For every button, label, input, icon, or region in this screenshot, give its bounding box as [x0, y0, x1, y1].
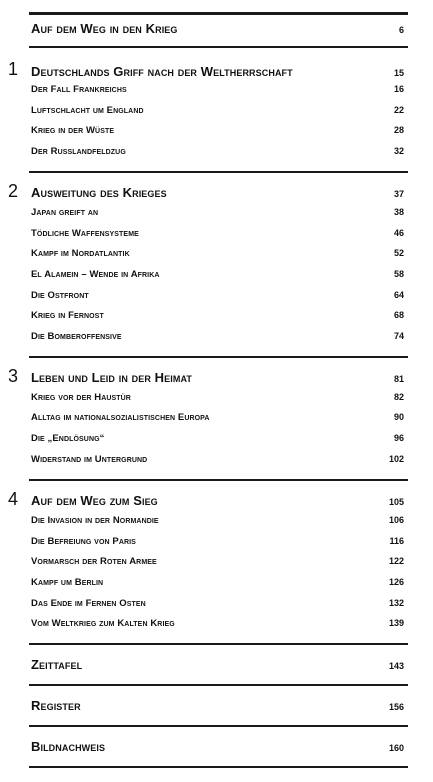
toc-title: Auf dem Weg in den Krieg — [31, 21, 178, 36]
toc-page: 6 — [398, 25, 404, 35]
chapter-heading[interactable] — [31, 493, 404, 511]
toc-title: Register — [31, 698, 81, 713]
toc-page: 160 — [388, 743, 404, 753]
toc-entry[interactable] — [31, 125, 404, 143]
toc-appendix-item[interactable] — [31, 698, 404, 716]
rule-5 — [29, 643, 408, 645]
entry-page: 28 — [393, 125, 404, 135]
toc-entry[interactable] — [31, 392, 404, 410]
toc-appendix-item[interactable] — [31, 657, 404, 675]
toc-entry[interactable] — [31, 412, 404, 430]
entry-page: 64 — [393, 290, 404, 300]
toc-entry[interactable] — [31, 84, 404, 102]
entry-page: 46 — [393, 228, 404, 238]
entry-title: Alltag im nationalsozialistischen Europa — [31, 412, 210, 423]
toc-page: 156 — [388, 702, 404, 712]
chapter-title: Leben und Leid in der Heimat — [31, 370, 192, 385]
chapter-heading[interactable] — [31, 64, 404, 82]
entry-page: 68 — [393, 310, 404, 320]
entry-page: 132 — [388, 598, 404, 608]
rule-top — [29, 12, 408, 15]
entry-page: 139 — [388, 618, 404, 628]
entry-page: 126 — [388, 577, 404, 587]
entry-title: Die Invasion in der Normandie — [31, 515, 159, 526]
toc-title: Bildnachweis — [31, 739, 106, 754]
entry-title: Vom Weltkrieg zum Kalten Krieg — [31, 618, 175, 629]
rule-1 — [29, 46, 408, 48]
entry-title: Die „Endlösung“ — [31, 433, 105, 444]
chapter-number: 4 — [8, 489, 19, 509]
chapter-page: 105 — [388, 497, 404, 507]
entry-page: 96 — [393, 433, 404, 443]
entry-page: 90 — [393, 412, 404, 422]
entry-page: 116 — [389, 536, 404, 546]
entry-page: 58 — [393, 269, 404, 279]
toc-entry[interactable] — [31, 433, 404, 451]
rule-3 — [29, 356, 408, 358]
toc-entry[interactable] — [31, 556, 404, 574]
chapter-heading[interactable] — [31, 370, 404, 388]
entry-page: 52 — [393, 248, 404, 258]
toc-entry[interactable] — [31, 207, 404, 225]
rule-4 — [29, 479, 408, 481]
entry-title: Das Ende im Fernen Osten — [31, 598, 146, 609]
rule-8 — [29, 766, 408, 768]
toc-entry[interactable] — [31, 618, 404, 636]
entry-title: Kampf um Berlin — [31, 577, 104, 588]
toc-entry[interactable] — [31, 248, 404, 266]
chapter-title: Ausweitung des Krieges — [31, 185, 167, 200]
chapter-page: 81 — [393, 374, 404, 384]
toc-entry[interactable] — [31, 310, 404, 328]
toc-entry[interactable] — [31, 454, 404, 472]
entry-page: 38 — [393, 207, 404, 217]
toc-entry[interactable] — [31, 536, 404, 554]
entry-title: Tödliche Waffensysteme — [31, 228, 139, 239]
toc-entry[interactable] — [31, 105, 404, 123]
entry-title: Luftschlacht um England — [31, 105, 144, 116]
entry-title: El Alamein – Wende in Afrika — [31, 269, 160, 280]
chapter-page: 37 — [393, 189, 404, 199]
toc-entry[interactable] — [31, 146, 404, 164]
entry-title: Japan greift an — [31, 207, 99, 218]
entry-page: 22 — [393, 105, 404, 115]
toc-page: 143 — [388, 661, 404, 671]
entry-page: 106 — [388, 515, 404, 525]
entry-title: Widerstand im Untergrund — [31, 454, 148, 465]
entry-page: 16 — [393, 84, 404, 94]
entry-page: 122 — [388, 556, 404, 566]
entry-page: 102 — [388, 454, 404, 464]
rule-6 — [29, 684, 408, 686]
toc-intro[interactable] — [31, 21, 404, 39]
rule-2 — [29, 171, 408, 173]
rule-7 — [29, 725, 408, 727]
chapter-heading[interactable] — [31, 185, 404, 203]
entry-title: Die Bomberoffensive — [31, 331, 122, 342]
toc-title: Zeittafel — [31, 657, 83, 672]
toc-entry[interactable] — [31, 577, 404, 595]
entry-title: Kampf im Nordatlantik — [31, 248, 130, 259]
chapter-number: 2 — [8, 181, 19, 201]
toc-entry[interactable] — [31, 290, 404, 308]
chapter-number: 1 — [8, 59, 19, 79]
chapter-title: Auf dem Weg zum Sieg — [31, 493, 158, 508]
entry-page: 82 — [393, 392, 404, 402]
entry-title: Vormarsch der Roten Armee — [31, 556, 157, 567]
entry-title: Der Fall Frankreichs — [31, 84, 127, 95]
entry-title: Krieg in Fernost — [31, 310, 104, 321]
chapter-page: 15 — [393, 68, 404, 78]
toc-entry[interactable] — [31, 598, 404, 616]
toc-entry[interactable] — [31, 269, 404, 287]
toc-entry[interactable] — [31, 228, 404, 246]
chapter-number: 3 — [8, 366, 19, 386]
entry-title: Der Russlandfeldzug — [31, 146, 126, 157]
entry-title: Die Befreiung von Paris — [31, 536, 136, 547]
entry-page: 74 — [393, 331, 404, 341]
chapter-title: Deutschlands Griff nach der Weltherrschaft — [31, 64, 293, 79]
toc-entry[interactable] — [31, 331, 404, 349]
entry-title: Krieg in der Wüste — [31, 125, 115, 136]
toc-appendix-item[interactable] — [31, 739, 404, 757]
entry-title: Krieg vor der Haustür — [31, 392, 131, 403]
entry-title: Die Ostfront — [31, 290, 89, 301]
entry-page: 32 — [393, 146, 404, 156]
toc-entry[interactable] — [31, 515, 404, 533]
